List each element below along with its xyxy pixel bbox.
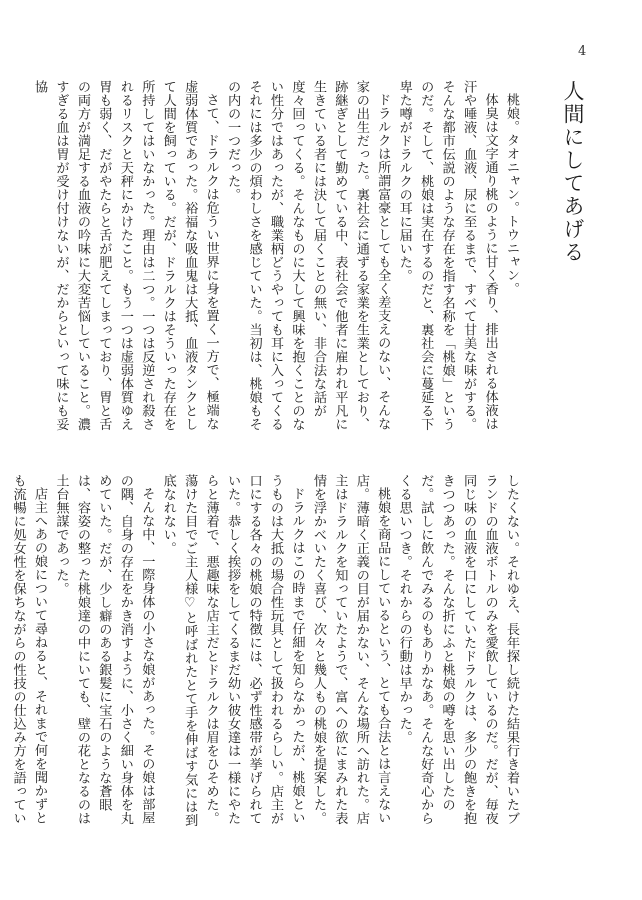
text-block-bottom [10, 474, 522, 834]
paragraph: したくない。それゆえ、長年探し続けた結果行き着いたブランドの血液ボトルのみを愛飲しているのだ。だが、毎夜同じ味の血液を口にしていたドラルクは、多少の飽きを抱きつつあった。そんな折にふと桃娘の噂を思い出したのだ。試しに飲んでみるのもありかなあ。そんな好奇心からくる思いつき。それからの行動は早かった。 [396, 474, 519, 825]
paragraph: 店主へあの娘について尋ねると、それまで何を聞かずとも流暢に処女性を保ちながらの性技の仕込み方を語ってい [10, 474, 48, 825]
paragraph: ドラルクはこの時まで仔細を知らなかったが、桃娘というものは大抵の場合性玩具として扱われるらしい。店主が口にする各々の桃娘の特徴には、必ず性感帯が挙げられていた。恭しく挨拶をしてくるまだ幼い彼女達は一様にやたらと薄着で、悪趣味な店主だとドラルクは眉をひそめた。蕩けた目でご主人様♡と呼ばれたとて手を伸ばす気には到底なれない。 [160, 474, 305, 827]
paragraph: さて、ドラルクは危うい世界に身を置く一方で、極端な虚弱体質であった。裕福な吸血鬼は大抵、血液タンクとして人間を飼っている。だが、ドラルクはそういった存在を所持してはいなかった。理由は二つ。一つは反逆され殺されるリスクと天秤にかけたこと。もう一つは虚弱体質ゆえ胃も弱く、だがやたらと舌が肥えてしまっており、胃と舌の両方が満足する血液の吟味に大変苦悩していること。濃すぎる血は胃が受け付けないが、だからといって味にも妥協 [32, 80, 219, 431]
paragraph: 桃娘。タオニャン。トウニャン。 [504, 93, 519, 296]
paragraph: 桃娘を商品にしているという、とても合法とは言えない店。薄暗く正義の目が届かない、そんな場所へ訪れた。店主はドラルクを知っていたようで、富への欲にまみれた表情を浮かべいたく喜び、次々と幾人もの桃娘を提案した。 [310, 474, 391, 825]
chapter-title: 人間にしてあげる [561, 80, 585, 264]
paragraph: ドラルクは所謂富豪としても全く差支えのない、そんな家の出生だった。裏社会に通ずる家業を生業としており、跡継ぎとして勤めている中、表社会で他者に雇われ平凡に生きている者には決して届くことの無い、非合法な話が度々回ってくる。そんなものに大して興味を抱くことのない性分ではあったが、職業柄どうやっても耳に入ってくるそれには多少の煩わしさを感じていた。当初は、桃娘もその内の一つだった。 [225, 80, 391, 431]
paragraph: そんな中、一際身体の小さな娘があった。その娘は部屋の隅、自身の存在をかき消すように、小さく細い身体を丸めていた。だが、少し癖のある銀髪に宝石のような蒼眼は、容姿の整った桃娘達の中にいても、壁の花となるのは土台無謀であった。 [53, 474, 155, 825]
text-block-top [32, 80, 522, 440]
paragraph: 体臭は文字通り桃のように甘く香り、排出される体液は汗や唾液、血液、尿に至るまで、すべて甘美な味がする。そんな都市伝説のような存在を指す名称を「桃娘」というのだ。そして、桃娘は実在するのだと、裏社会に蔓延る下卑た噂がドラルクの耳に届いた。 [396, 80, 498, 431]
page-number: 4 [578, 44, 587, 59]
